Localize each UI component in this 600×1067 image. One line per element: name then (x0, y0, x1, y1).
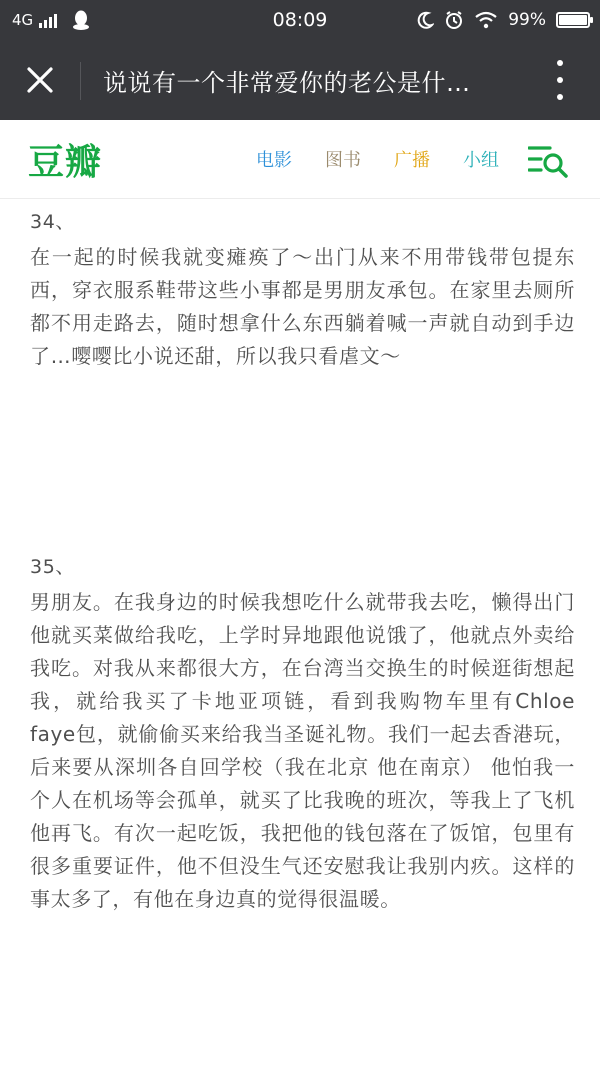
post-number: 35、 (30, 556, 75, 578)
page-title: 说说有一个非常爱你的老公是什… (103, 68, 471, 97)
post-content (30, 200, 575, 916)
menu-search-button[interactable] (528, 144, 570, 178)
moon-icon (416, 11, 434, 29)
nav-link-groups[interactable]: 小组 (463, 150, 499, 171)
title-divider (80, 62, 81, 100)
more-dot-icon (557, 94, 563, 100)
battery-percent: 99% (508, 10, 546, 30)
douban-logo[interactable]: 豆瓣 (28, 142, 103, 183)
close-button[interactable] (14, 54, 66, 106)
battery-icon (556, 12, 590, 28)
close-icon (26, 66, 54, 94)
nav-links (256, 120, 499, 198)
post-number: 34、 (30, 211, 75, 233)
alarm-icon (444, 10, 464, 30)
post-body: 男朋友。在我身边的时候我想吃什么就带我去吃，懒得出门他就买菜做给我吃，上学时异地跟他说饿了，他就点外卖给我吃。对我从来都很大方，在台湾当交换生的时候逛街想起我，就给我买了卡地亚项链，看到我购物车里有Chloe faye包，就偷偷买来给我当圣诞礼物。我们一起去香港玩，后来要从深圳各自回学校（我在北京 他在南京） 他怕我一个人在机场等会孤单，就买了比我晚的班次，等我上了飞机他再飞。有次一起吃饭，我把他的钱包落在了饭馆，包里有很多重要证件，他不但没生气还安慰我让我别内疚。这样的事太多了，有他在身边真的觉得很温暖。 (30, 590, 575, 911)
more-dot-icon (557, 77, 563, 83)
more-options-button[interactable] (550, 60, 570, 100)
status-right (416, 0, 590, 40)
network-type: 4G (12, 11, 34, 29)
status-time: 08:09 (272, 9, 328, 31)
site-nav (0, 120, 600, 199)
nav-link-broadcast[interactable]: 广播 (394, 150, 430, 171)
menu-search-icon (528, 144, 570, 178)
wifi-icon (474, 11, 498, 29)
title-bar (0, 40, 600, 120)
status-bar (0, 0, 600, 40)
nav-link-movie[interactable]: 电影 (256, 150, 292, 171)
battery-fill (559, 15, 587, 25)
post-body: 在一起的时候我就变瘫痪了～出门从来不用带钱带包提东西，穿衣服系鞋带这些小事都是男朋友承包。在家里去厕所都不用走路去，随时想拿什么东西躺着喊一声就自动到手边了…嘤嘤比小说还甜，所以我只看虐文～ (30, 245, 575, 368)
more-dot-icon (557, 60, 563, 66)
nav-link-books[interactable]: 图书 (325, 150, 361, 171)
content-spacer (30, 373, 575, 545)
